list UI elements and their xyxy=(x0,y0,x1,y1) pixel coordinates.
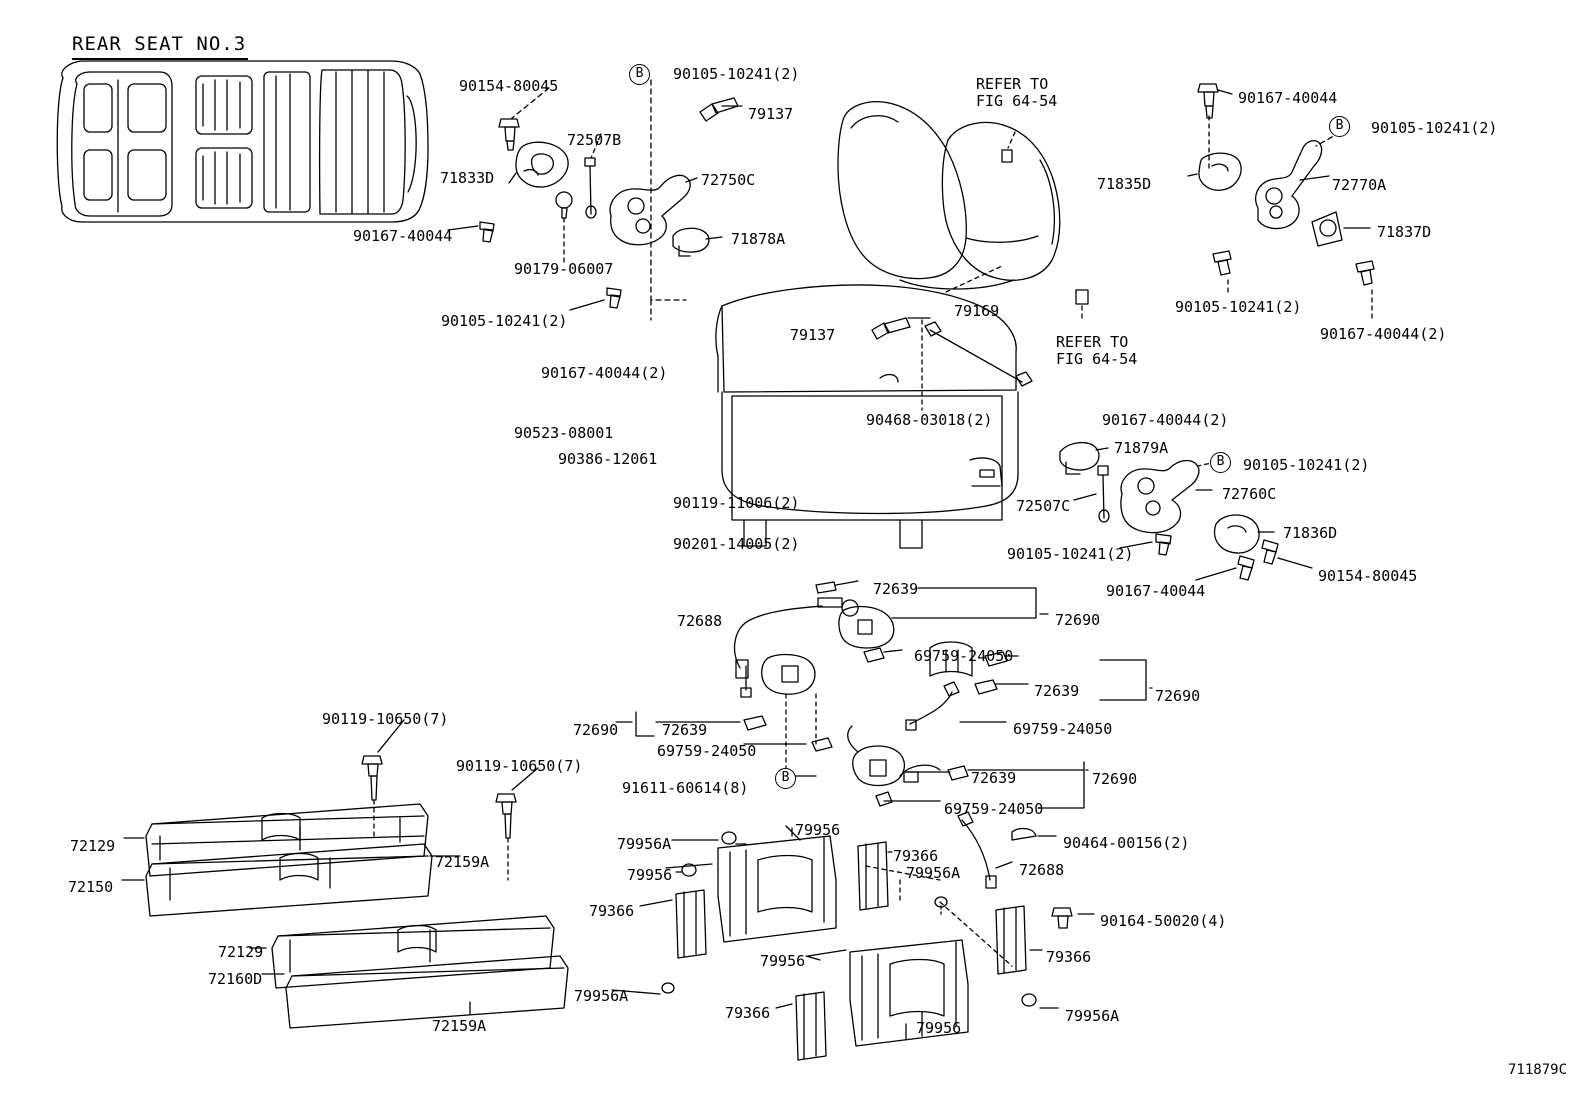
part-label: 79366 xyxy=(589,902,635,920)
part-label: 90167-40044 xyxy=(1106,582,1206,600)
part-label: 90167-40044 xyxy=(353,227,453,245)
part-label: 79956 xyxy=(627,866,673,884)
part-label: 90105-10241(2) xyxy=(441,312,568,330)
diagram-code: 711879C xyxy=(1508,1062,1568,1078)
callout-bubble-b: B xyxy=(1329,116,1350,137)
refer-note-2: REFER TO FIG 64-54 xyxy=(1056,333,1138,369)
part-label: 90468-03018(2) xyxy=(866,411,993,429)
part-label: 90154-80045 xyxy=(459,77,559,95)
part-label: 90164-50020(4) xyxy=(1100,912,1227,930)
part-label: 90105-10241(2) xyxy=(673,65,800,83)
part-label: 71878A xyxy=(731,230,786,248)
part-label: 72688 xyxy=(677,612,723,630)
part-label: 79956A xyxy=(574,987,629,1005)
part-label: 72690 xyxy=(1055,611,1101,629)
part-label: 90105-10241(2) xyxy=(1371,119,1498,137)
part-label: 71833D xyxy=(440,169,495,187)
part-label: 90105-10241(2) xyxy=(1175,298,1302,316)
part-label: 90179-06007 xyxy=(514,260,614,278)
part-label: 79366 xyxy=(725,1004,771,1022)
part-label: 90167-40044(2) xyxy=(1320,325,1447,343)
part-label: 72688 xyxy=(1019,861,1065,879)
part-label: 72690 xyxy=(1092,770,1138,788)
part-label: 90386-12061 xyxy=(558,450,658,468)
part-label: 90119-11006(2) xyxy=(673,494,800,512)
part-label: 72690 xyxy=(573,721,619,739)
part-label: 72639 xyxy=(662,721,708,739)
part-label: 91611-60614(8) xyxy=(622,779,749,797)
part-label: 71879A xyxy=(1114,439,1169,457)
part-label: 79956 xyxy=(760,952,806,970)
part-label: 69759-24050 xyxy=(657,742,757,760)
refer-note-1: REFER TO FIG 64-54 xyxy=(976,75,1058,111)
part-label: 71837D xyxy=(1377,223,1432,241)
part-label: 72129 xyxy=(218,943,264,961)
part-label: 72760C xyxy=(1222,485,1277,503)
part-label: 72507C xyxy=(1016,497,1071,515)
part-label: 90119-10650(7) xyxy=(456,757,583,775)
part-label: 69759-24050 xyxy=(944,800,1044,818)
part-label: 79366 xyxy=(1046,948,1092,966)
part-label: 72160D xyxy=(208,970,263,988)
part-label: 90154-80045 xyxy=(1318,567,1418,585)
part-label: 90464-00156(2) xyxy=(1063,834,1190,852)
part-label: 79169 xyxy=(954,302,1000,320)
part-label: 72639 xyxy=(1034,682,1080,700)
part-label: 90105-10241(2) xyxy=(1243,456,1370,474)
part-label: 72770A xyxy=(1332,176,1387,194)
part-label: 79956 xyxy=(916,1019,962,1037)
part-label: 72129 xyxy=(70,837,116,855)
part-label: 79956 xyxy=(795,821,841,839)
page-title-underline xyxy=(72,58,248,60)
part-label: 90201-14005(2) xyxy=(673,535,800,553)
part-label: 90105-10241(2) xyxy=(1007,545,1134,563)
part-label: 79366 xyxy=(893,847,939,865)
part-label: 79956A xyxy=(1065,1007,1120,1025)
part-label: 79137 xyxy=(790,326,836,344)
part-label: 90167-40044(2) xyxy=(541,364,668,382)
part-label: 79956A xyxy=(617,835,672,853)
callout-bubble-b: B xyxy=(629,64,650,85)
part-label: 71836D xyxy=(1283,524,1338,542)
part-label: 90523-08001 xyxy=(514,424,614,442)
part-label: 72159A xyxy=(435,853,490,871)
part-label: 72750C xyxy=(701,171,756,189)
part-label: 72150 xyxy=(68,878,114,896)
part-label: 79956A xyxy=(906,864,961,882)
part-label: 72159A xyxy=(432,1017,487,1035)
part-label: 90119-10650(7) xyxy=(322,710,449,728)
part-label: 72639 xyxy=(971,769,1017,787)
part-label: 71835D xyxy=(1097,175,1152,193)
part-label: 72639 xyxy=(873,580,919,598)
page-title: REAR SEAT NO.3 xyxy=(72,33,247,55)
part-label: 90167-40044 xyxy=(1238,89,1338,107)
part-label: 69759-24050 xyxy=(914,647,1014,665)
part-label: 90167-40044(2) xyxy=(1102,411,1229,429)
callout-bubble-b: B xyxy=(775,768,796,789)
callout-bubble-b: B xyxy=(1210,452,1231,473)
part-label: 72507B xyxy=(567,131,622,149)
part-label: 72690 xyxy=(1155,687,1201,705)
part-label: 79137 xyxy=(748,105,794,123)
part-label: 69759-24050 xyxy=(1013,720,1113,738)
